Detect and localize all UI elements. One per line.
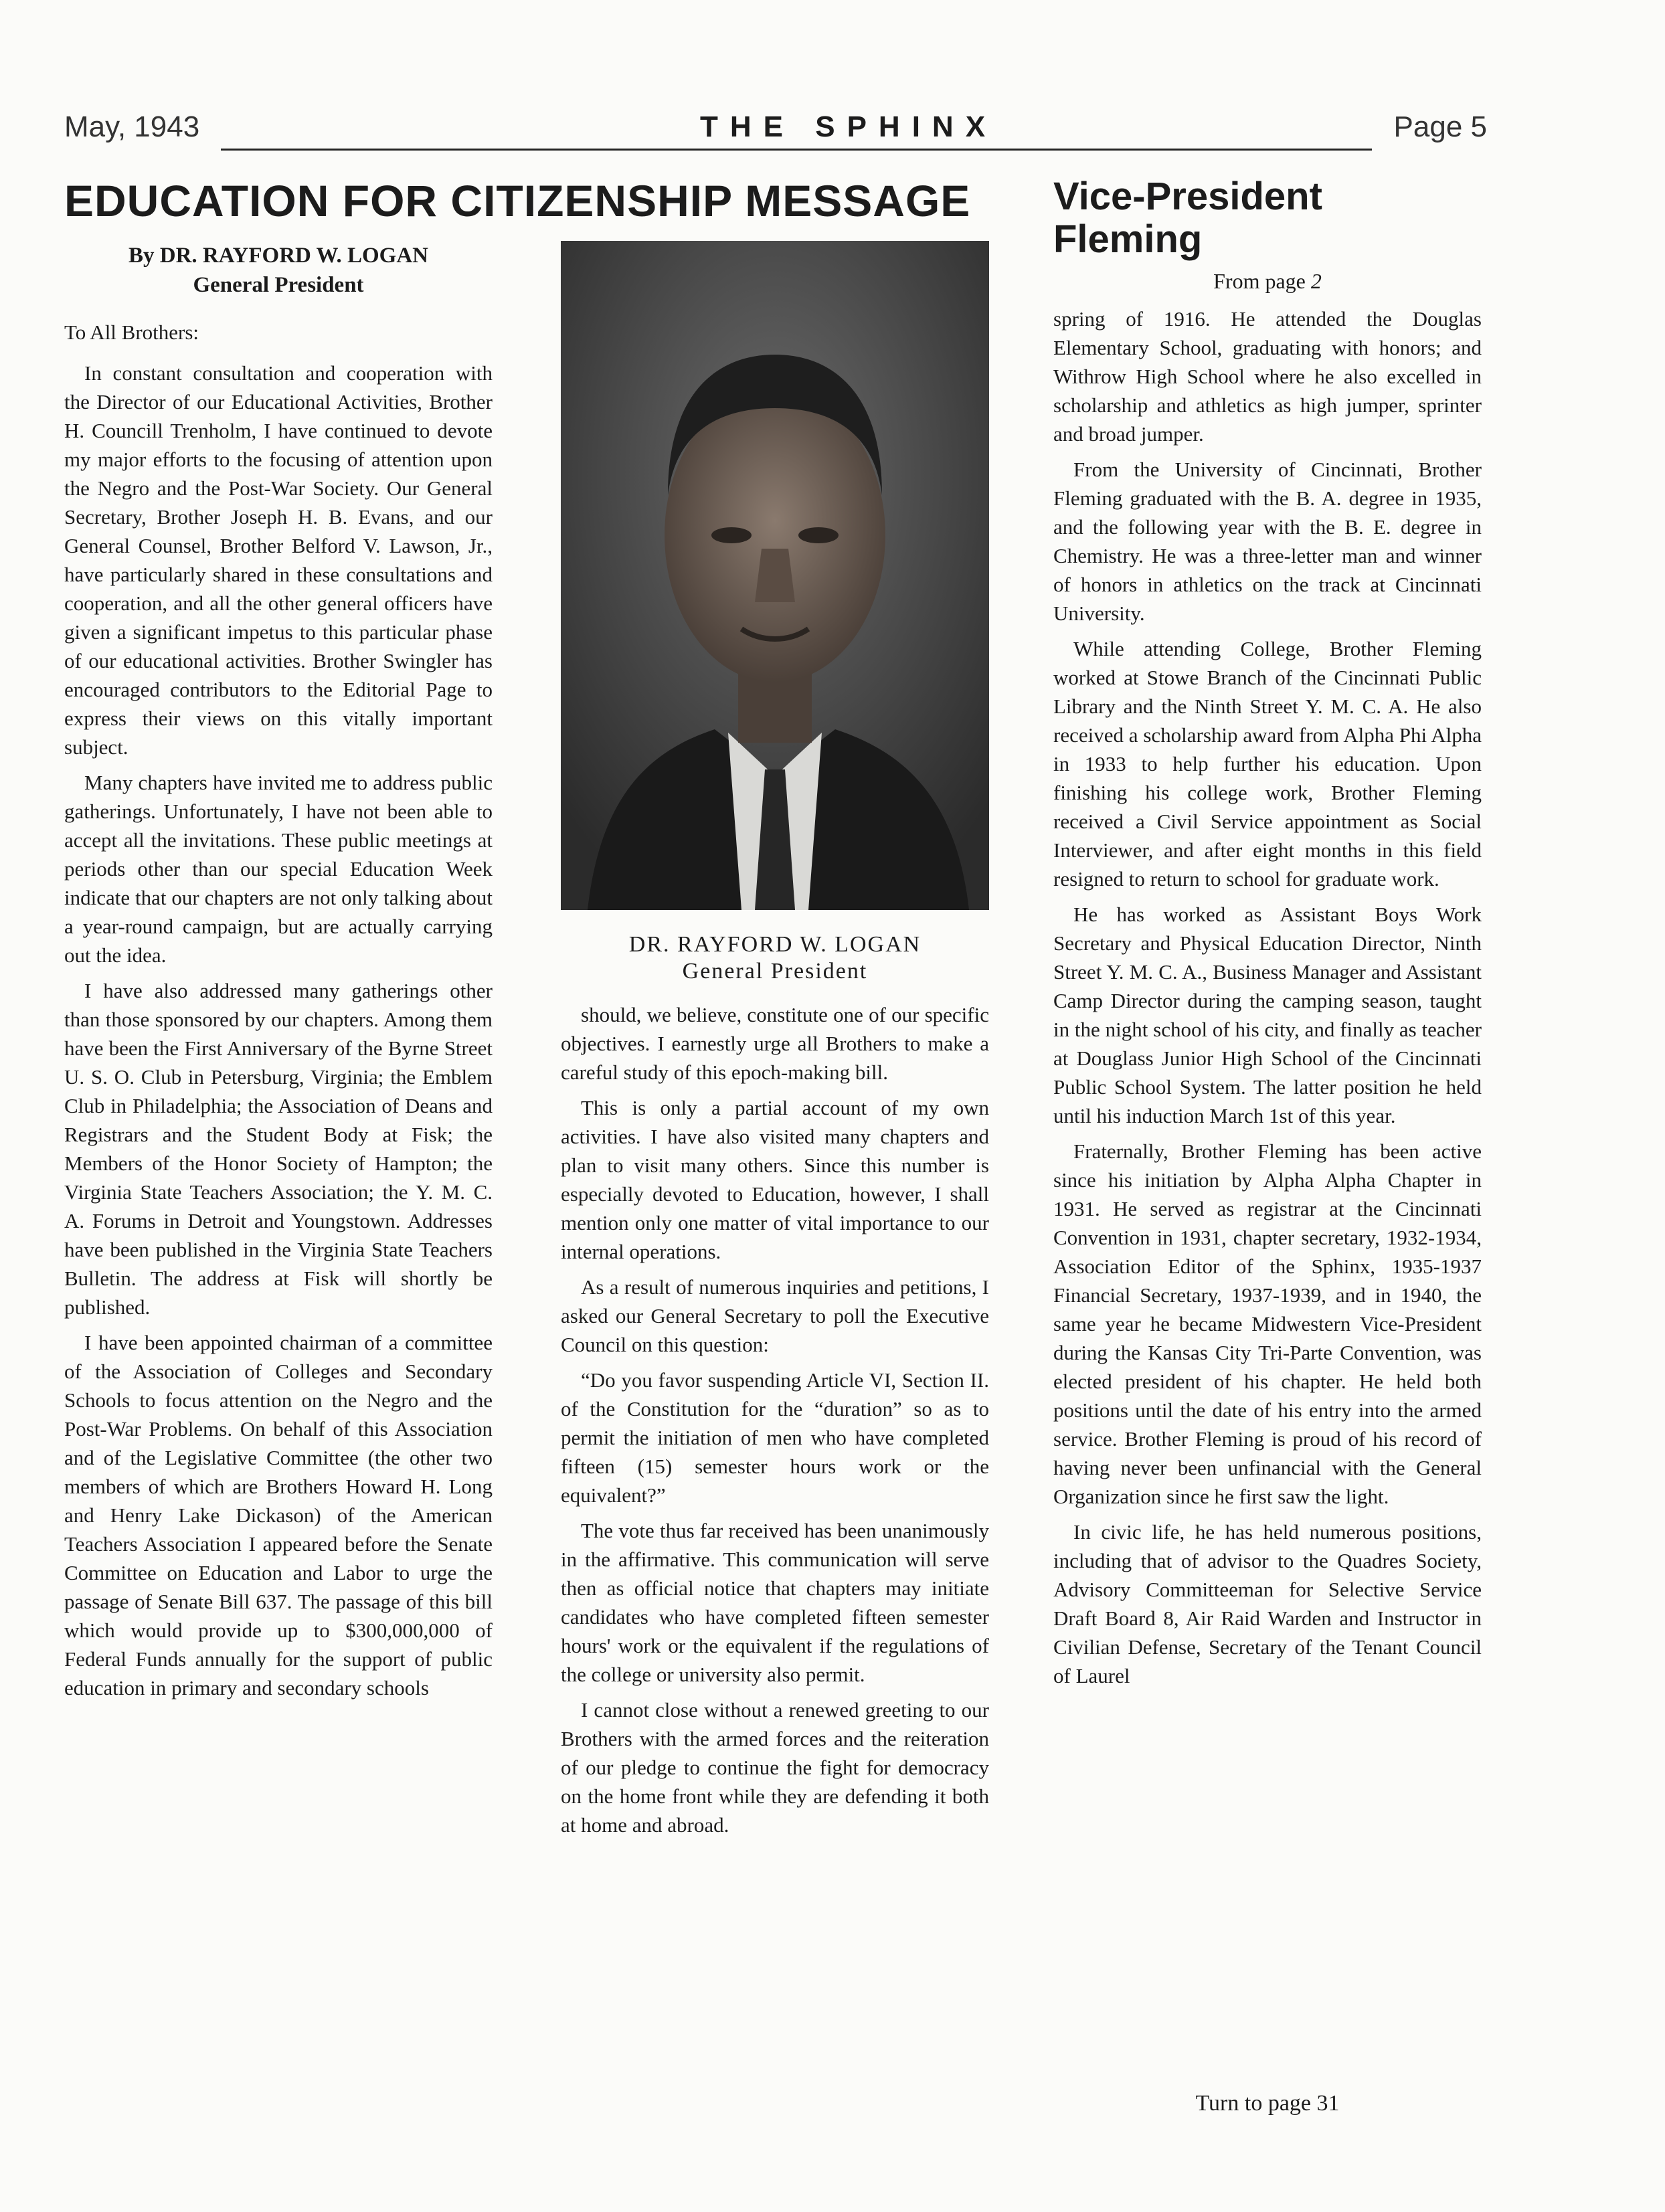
paragraph: Many chapters have invited me to address public gatherings. Unfortunately, I have not been able to accept all the invitations. These public meetings at periods other than our special Education Week indicate that our chapters are not only talking about a year-round campaign, but are actually carrying out the idea. bbox=[64, 771, 493, 967]
paragraph: From the University of Cincinnati, Brother Fleming graduated with the B. A. degree in 1935, and the following year with the B. E. degree in Chemistry. He was a three-letter man and winner of honors in athletics on the track at Cincinnati University. bbox=[1053, 458, 1482, 625]
article-column-2 bbox=[561, 1000, 989, 1846]
paragraph: In civic life, he has held numerous positions, including that of advisor to the Quadres Society, Advisory Committeeman for Selective Service Draft Board 8, Air Raid Warden and Instructor in Civilian Defense, Secretary of the Tenant Council of Laurel bbox=[1053, 1520, 1482, 1687]
photo-caption bbox=[561, 931, 989, 985]
paragraph: Fraternally, Brother Fleming has been active since his initiation by Alpha Alpha Chapter in 1931. He served as registrar at the Cincinnati Convention in 1931, chapter secretary, 1932-1934, Association Editor of the Sphinx, 1935-1937 Financial Secretary, 1937-1939, and in 1940, the same year he became Midwestern Vice-President during the Kansas City Tri-Parte Convention, was elected president of his chapter. He held both positions until the date of his entry into the armed service. Brother Fleming is proud of his record of having never been unfinancial with the General Organization since he first saw the light. bbox=[1053, 1139, 1482, 1508]
paragraph: “Do you favor suspending Article VI, Section II. of the Constitution for the “duration” so as to permit the initiation of men who have completed fifteen (15) semester hours work or the equivalent?” bbox=[561, 1368, 989, 1507]
paragraph: spring of 1916. He attended the Douglas Elementary School, graduating with honors; and Withrow High School where he also excelled in scholarship and athletics as high jumper, sprinter and broad jumper. bbox=[1053, 307, 1482, 446]
paragraph: While attending College, Brother Fleming worked at Stowe Branch of the Cincinnati Public Library and the Ninth Street Y. M. C. A. He also received a scholarship award from Alpha Phi Alpha in 1933 to help further his education. Upon finishing his college work, Brother Fleming received a Civil Service appointment as Social Interviewer, and after eight months in this field resigned to return to school for graduate work. bbox=[1053, 637, 1482, 891]
page-header bbox=[64, 110, 1487, 151]
paragraph: This is only a partial account of my own activities. I have also visited many chapters and plan to visit many others. Since this number is especially devoted to Education, however, I shall mention only one matter of vital importance to our internal operations. bbox=[561, 1096, 989, 1263]
caption-name: DR. RAYFORD W. LOGAN bbox=[628, 932, 922, 957]
continued-from-page: 2 bbox=[1310, 269, 1322, 293]
paragraph: The vote thus far received has been unanimously in the affirmative. This communication will serve then as official notice that chapters may initiate candidates who have completed fifteen semester hours' work or the equivalent if the regulations of the college or university also permit. bbox=[561, 1519, 989, 1686]
continued-on-note: Turn to page 31 bbox=[1195, 2091, 1340, 2116]
header-rule bbox=[221, 149, 1372, 151]
paragraph: In constant consultation and cooperation with the Director of our Educational Activities, Brother H. Councill Trenholm, I have continued to devote my major efforts to the focusing of attention upon the Negro and the Post-War Society. Our General Secretary, Brother Joseph H. B. Evans, and our General Counsel, Brother Belford V. Lawson, Jr., have particularly shared in these consultations and cooperation, and all the other general officers have given a significant impetus to this particular phase of our educational activities. Brother Swingler has encouraged contributors to the Editorial Page to express their views on this vitally important subject. bbox=[64, 361, 493, 759]
article-column-1 bbox=[64, 318, 493, 1709]
article-byline bbox=[64, 241, 493, 300]
page-number: Page 5 bbox=[1393, 110, 1487, 143]
salutation: To All Brothers: bbox=[64, 320, 199, 344]
sidebar-title-line-1: Vice-President bbox=[1053, 175, 1322, 218]
continued-from bbox=[1053, 269, 1482, 294]
paragraph: I have been appointed chairman of a committee of the Association of Colleges and Secondary Schools to focus attention on the Negro and the Post-War Problems. On behalf of this Association and of the Legislative Committee (the other two members of which are Brothers Howard H. Long and Henry Lake Dickason) of the American Teachers Association I appeared before the Senate Committee on Education and Labor to urge the passage of Senate Bill 637. The passage of this bill which would provide up to $300,000,000 of Federal Funds annually for the support of public education in primary and secondary schools bbox=[64, 1331, 493, 1699]
publication-name: THE SPHINX bbox=[700, 110, 998, 143]
portrait-illustration bbox=[561, 241, 989, 910]
paragraph: He has worked as Assistant Boys Work Secretary and Physical Education Director, Ninth Street Y. M. C. A., Business Manager and Assistant Camp Director during the camping season, taught in the night school of his city, and finally as teacher at Douglass Junior High School of the Cincinnati Public School System. The latter position he held until his induction March 1st of this year. bbox=[1053, 903, 1482, 1127]
byline-author: By DR. RAYFORD W. LOGAN bbox=[128, 244, 428, 268]
issue-date: May, 1943 bbox=[64, 110, 200, 143]
article-headline: EDUCATION FOR CITIZENSHIP MESSAGE bbox=[64, 176, 971, 225]
sidebar-title bbox=[1053, 175, 1322, 261]
paragraph: As a result of numerous inquiries and petitions, I asked our General Secretary to poll the Executive Council on this question: bbox=[561, 1275, 989, 1356]
byline-title: General President bbox=[193, 273, 364, 297]
continued-from-label: From page bbox=[1213, 269, 1306, 293]
portrait-photo bbox=[561, 241, 989, 910]
paragraph: I have also addressed many gatherings other than those sponsored by our chapters. Among them have been the First Anniversary of the Byrne Street U. S. O. Club in Petersburg, Virginia; the Emblem Club in Philadelphia; the Association of Deans and Registrars and the Student Body at Fisk; the Members of the Honor Society of Hampton; the Virginia State Teachers Association; the Y. M. C. A. Forums in Detroit and Youngstown. Addresses have been published in the Virginia State Teachers Bulletin. The address at Fisk will shortly be published. bbox=[64, 979, 493, 1319]
paragraph: I cannot close without a renewed greeting to our Brothers with the armed forces and the reiteration of our pledge to continue the fight for democracy on the home front while they are defending it both at home and abroad. bbox=[561, 1698, 989, 1837]
caption-title: General President bbox=[682, 959, 868, 984]
paragraph: should, we believe, constitute one of our specific objectives. I earnestly urge all Brothers to make a careful study of this epoch-making bill. bbox=[561, 1003, 989, 1084]
sidebar-title-line-2: Fleming bbox=[1053, 217, 1203, 261]
sidebar-column bbox=[1053, 304, 1482, 1697]
